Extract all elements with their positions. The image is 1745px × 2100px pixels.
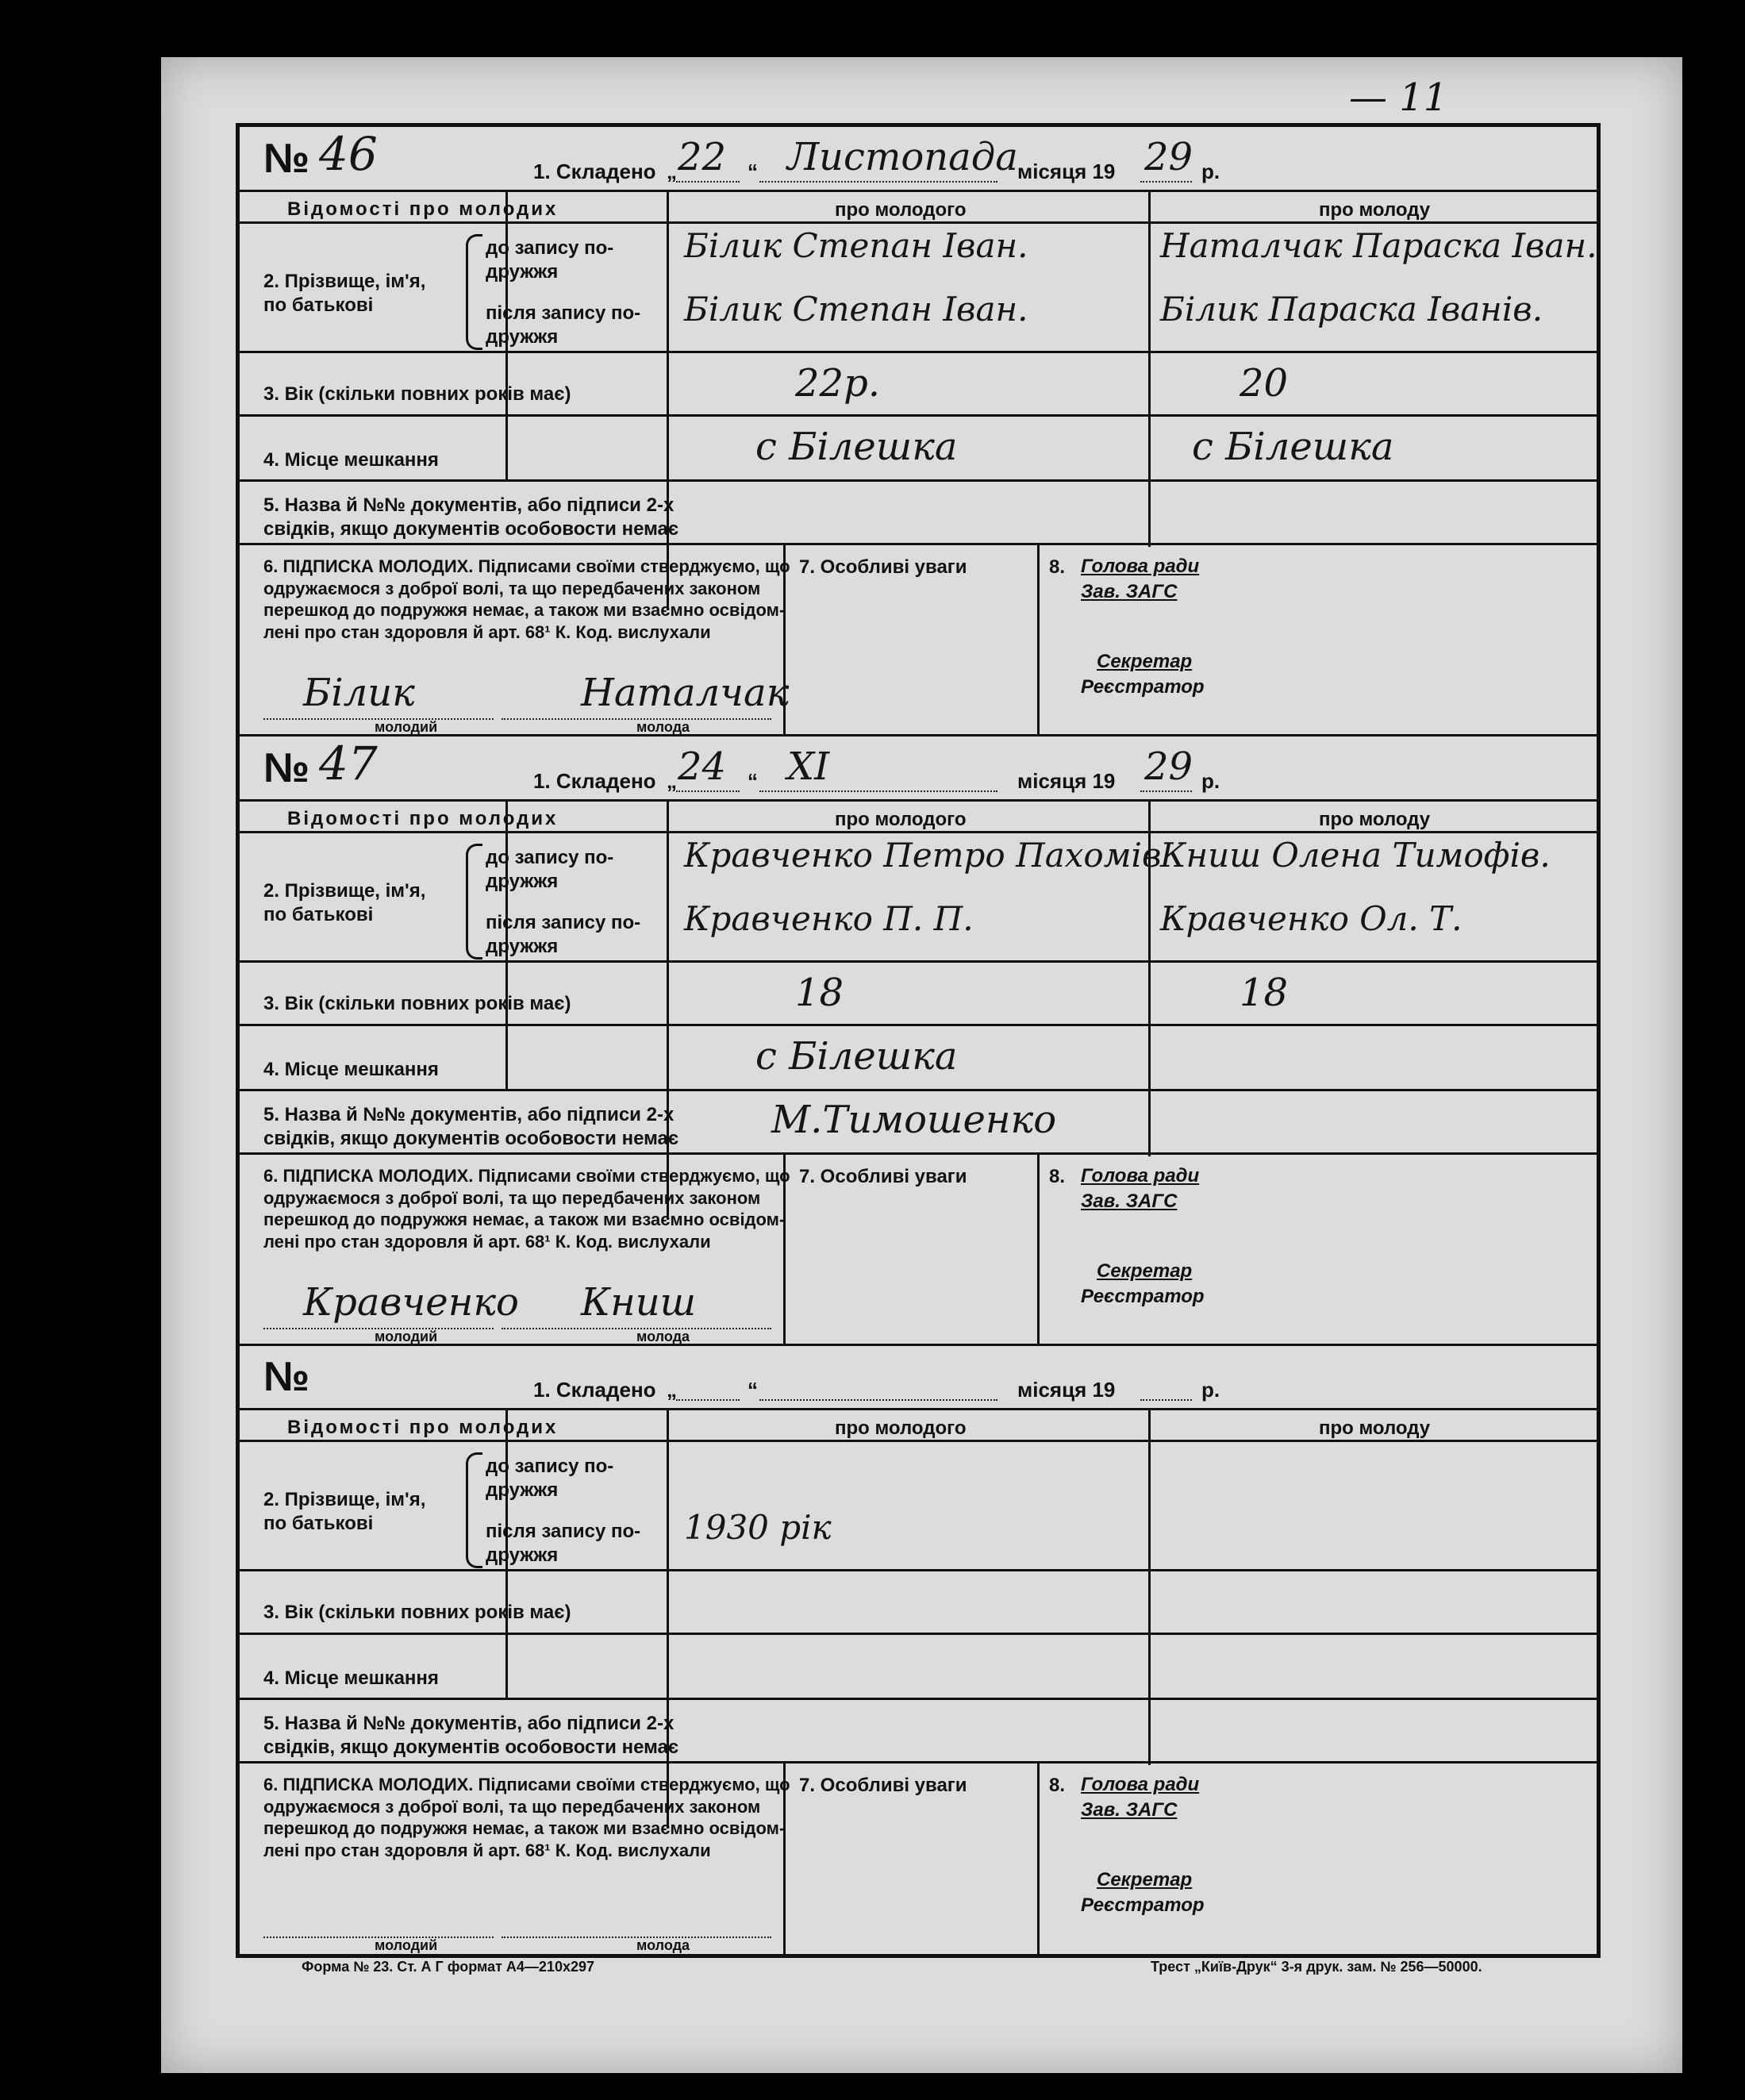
bride-caption: молода bbox=[636, 1937, 690, 1953]
groom-signature: Білик bbox=[303, 671, 415, 715]
record-number-label: № bbox=[263, 136, 309, 182]
groom-name-after: Кравченко П. П. bbox=[684, 899, 974, 938]
signature-declaration: 6. ПІДПИСКА МОЛОДИХ. Підписами своїми стверджуємо, що одружаємося з доброї волі, та що передбачених законом перешкод до подружжя немає, а також ми взаємно освідом- лені про стан здоровля й арт. 68¹ К. Код. вислухали bbox=[263, 1775, 790, 1860]
groom-age: 22р. bbox=[795, 361, 881, 406]
groom-residence: с Білешка bbox=[755, 425, 958, 469]
council-head-label: Голова ради bbox=[1081, 1774, 1200, 1795]
date-month-line bbox=[759, 1399, 997, 1401]
documents-label: 5. Назва й №№ документів, або підписи 2-х свідків, якщо документів особовости немає bbox=[263, 1713, 679, 1758]
registrar-label: Реєстратор bbox=[1081, 1286, 1205, 1307]
before-marriage-label: до запису по- дружжя bbox=[486, 237, 614, 283]
residence-label: 4. Місце мешкання bbox=[263, 1667, 439, 1689]
name-label: 2. Прізвище, ім'я, по батькові bbox=[263, 880, 426, 925]
composed-month: XI bbox=[787, 744, 830, 789]
bride-signature: Наталчак bbox=[581, 671, 790, 715]
composed-quote-open: „ bbox=[667, 160, 677, 183]
groom-name-before: Білик Степан Іван. bbox=[684, 226, 1028, 265]
registrar-label: Реєстратор bbox=[1081, 1894, 1205, 1916]
secretary-label: Секретар bbox=[1097, 1260, 1193, 1282]
groom-caption: молодий bbox=[375, 1329, 438, 1344]
column-divider bbox=[1148, 192, 1151, 547]
marriage-record bbox=[240, 1345, 1597, 1955]
record-number-label: № bbox=[263, 1354, 309, 1400]
info-heading: Відомості про молодих bbox=[287, 198, 559, 220]
month-label: місяця 19 bbox=[1017, 1378, 1116, 1402]
column-divider bbox=[667, 1410, 669, 1829]
page-number: — 11 bbox=[1349, 75, 1448, 120]
groom-column-heading: про молодого bbox=[835, 809, 967, 830]
composed-quote-close: “ bbox=[748, 160, 758, 183]
date-year-line bbox=[1140, 1399, 1192, 1401]
before-marriage-label: до запису по- дружжя bbox=[486, 847, 614, 892]
name-label: 2. Прізвище, ім'я, по батькові bbox=[263, 1489, 426, 1534]
signature-declaration: 6. ПІДПИСКА МОЛОДИХ. Підписами своїми стверджуємо, що одружаємося з доброї волі, та що передбачених законом перешкод до подружжя немає, а також ми взаємно освідом- лені про стан здоровля й арт. 68¹ К. Код. вислухали bbox=[263, 556, 790, 642]
date-day-line bbox=[676, 1399, 740, 1401]
year-suffix: р. bbox=[1201, 769, 1220, 793]
zags-head-label: Зав. ЗАГС bbox=[1081, 581, 1178, 602]
name-brace bbox=[466, 844, 482, 960]
date-day-line bbox=[676, 790, 740, 792]
name-brace bbox=[466, 1452, 482, 1568]
head-number: 8. bbox=[1049, 556, 1066, 578]
column-divider bbox=[1148, 1410, 1151, 1765]
bride-age: 20 bbox=[1240, 361, 1289, 406]
date-month-line bbox=[759, 181, 997, 183]
council-head-label: Голова ради bbox=[1081, 1165, 1200, 1187]
residence-label: 4. Місце мешкання bbox=[263, 449, 439, 471]
column-divider bbox=[1037, 1763, 1040, 1955]
zags-head-label: Зав. ЗАГС bbox=[1081, 1190, 1178, 1212]
composed-quote-open: „ bbox=[667, 769, 677, 793]
zags-head-label: Зав. ЗАГС bbox=[1081, 1799, 1178, 1821]
column-divider bbox=[667, 802, 669, 1220]
groom-caption: молодий bbox=[375, 1937, 438, 1953]
bride-name-before: Книш Олена Тимофів. bbox=[1160, 836, 1551, 875]
documents-label: 5. Назва й №№ документів, або підписи 2-х свідків, якщо документів особовости немає bbox=[263, 494, 679, 540]
secretary-label: Секретар bbox=[1097, 651, 1193, 672]
bride-name-before: Наталчак Параска Іван. bbox=[1160, 226, 1597, 265]
column-divider bbox=[1037, 1155, 1040, 1346]
groom-signature: Кравченко bbox=[303, 1280, 519, 1325]
special-notes-label: 7. Особливі уваги bbox=[799, 556, 967, 578]
composed-label: 1. Складено bbox=[533, 160, 656, 183]
special-notes-label: 7. Особливі уваги bbox=[799, 1166, 967, 1187]
after-marriage-label: після запису по- дружжя bbox=[486, 912, 641, 957]
composed-month: Листопада bbox=[787, 135, 1018, 179]
bride-caption: молода bbox=[636, 1329, 690, 1344]
year-suffix: р. bbox=[1201, 160, 1220, 183]
name-brace bbox=[466, 234, 482, 350]
composed-quote-close: “ bbox=[748, 1378, 758, 1402]
bride-column-heading: про молоду bbox=[1319, 809, 1431, 830]
composed-day: 24 bbox=[678, 744, 727, 789]
composed-label: 1. Складено bbox=[533, 769, 656, 793]
composed-day: 22 bbox=[678, 135, 727, 179]
bride-signature: Книш bbox=[581, 1280, 697, 1325]
documents-label: 5. Назва й №№ документів, або підписи 2-х свідків, якщо документів особовости немає bbox=[263, 1104, 679, 1149]
marriage-record bbox=[240, 127, 1597, 737]
info-heading: Відомості про молодих bbox=[287, 808, 559, 829]
signature-declaration: 6. ПІДПИСКА МОЛОДИХ. Підписами своїми стверджуємо, що одружаємося з доброї волі, та що передбачених законом перешкод до подружжя немає, а також ми взаємно освідом- лені про стан здоровля й арт. 68¹ К. Код. вислухали bbox=[263, 1166, 790, 1252]
groom-column-heading: про молодого bbox=[835, 199, 967, 221]
witness-documents: М.Тимошенко bbox=[771, 1098, 1057, 1142]
council-head-label: Голова ради bbox=[1081, 556, 1200, 577]
head-number: 8. bbox=[1049, 1775, 1066, 1796]
residence-label: 4. Місце мешкання bbox=[263, 1059, 439, 1080]
form-footer-right: Трест „Київ-Друк“ 3-я друк. зам. № 256—50000. bbox=[1151, 1959, 1482, 1975]
column-divider bbox=[1037, 545, 1040, 737]
record-number-label: № bbox=[263, 745, 309, 791]
name-label: 2. Прізвище, ім'я, по батькові bbox=[263, 271, 426, 316]
bride-residence: с Білешка bbox=[1192, 425, 1394, 469]
composed-label: 1. Складено bbox=[533, 1378, 656, 1402]
bride-column-heading: про молоду bbox=[1319, 199, 1431, 221]
after-marriage-label: після запису по- дружжя bbox=[486, 1521, 641, 1566]
column-divider bbox=[667, 192, 669, 610]
groom-name-after: Білик Степан Іван. bbox=[684, 290, 1028, 329]
groom-column-heading: про молодого bbox=[835, 1417, 967, 1439]
groom-caption: молодий bbox=[375, 719, 438, 735]
secretary-label: Секретар bbox=[1097, 1869, 1193, 1890]
composed-quote-open: „ bbox=[667, 1378, 677, 1402]
record-number: 46 bbox=[319, 127, 378, 181]
age-label: 3. Вік (скільки повних років має) bbox=[263, 383, 571, 405]
row-name bbox=[240, 1442, 1597, 1571]
registrar-label: Реєстратор bbox=[1081, 676, 1205, 698]
year-suffix: р. bbox=[1201, 1378, 1220, 1402]
bride-name-after: Білик Параска Іванів. bbox=[1160, 290, 1543, 329]
composed-year: 29 bbox=[1144, 744, 1193, 789]
composed-quote-close: “ bbox=[748, 769, 758, 793]
register-form bbox=[236, 123, 1601, 1958]
month-label: місяця 19 bbox=[1017, 769, 1116, 793]
date-month-line bbox=[759, 790, 997, 792]
head-number: 8. bbox=[1049, 1166, 1066, 1187]
after-marriage-label: після запису по- дружжя bbox=[486, 302, 641, 348]
form-footer-left: Форма № 23. Ст. А Г формат А4—210х297 bbox=[302, 1959, 594, 1975]
before-marriage-label: до запису по- дружжя bbox=[486, 1456, 614, 1501]
date-year-line bbox=[1140, 790, 1192, 792]
age-label: 3. Вік (скільки повних років має) bbox=[263, 1602, 571, 1623]
bride-column-heading: про молоду bbox=[1319, 1417, 1431, 1439]
composed-year: 29 bbox=[1144, 135, 1193, 179]
row-residence bbox=[240, 1635, 1597, 1700]
bride-age: 18 bbox=[1240, 971, 1289, 1015]
date-day-line bbox=[676, 181, 740, 183]
special-notes-label: 7. Особливі уваги bbox=[799, 1775, 967, 1796]
bride-caption: молода bbox=[636, 719, 690, 735]
date-year-line bbox=[1140, 181, 1192, 183]
info-heading: Відомості про молодих bbox=[287, 1417, 559, 1438]
groom-name-before: Кравченко Петро Пахомів bbox=[684, 836, 1162, 875]
bride-name-after: Кравченко Ол. Т. bbox=[1160, 899, 1462, 938]
marriage-record bbox=[240, 737, 1597, 1346]
age-label: 3. Вік (скільки повних років має) bbox=[263, 993, 571, 1014]
month-label: місяця 19 bbox=[1017, 160, 1116, 183]
record-number: 47 bbox=[319, 737, 378, 790]
groom-age: 18 bbox=[795, 971, 844, 1015]
groom-name-after: 1930 рік bbox=[684, 1508, 832, 1547]
groom-residence: с Білешка bbox=[755, 1034, 958, 1079]
